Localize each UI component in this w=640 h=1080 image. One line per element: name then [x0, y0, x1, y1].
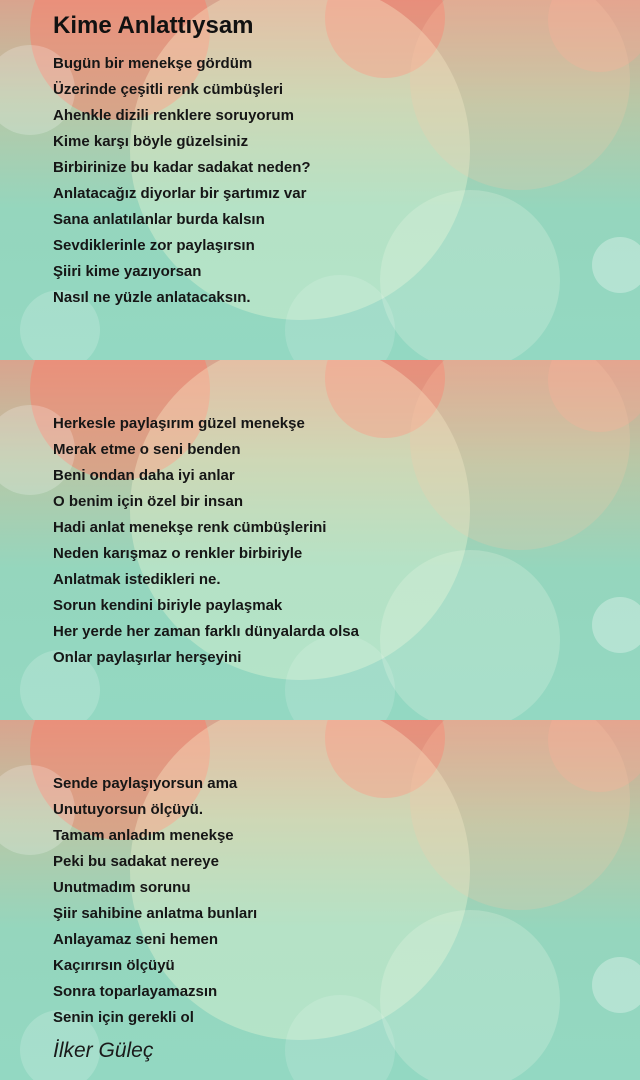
poem-line: O benim için özel bir insan: [53, 493, 244, 510]
poem-line: Anlatacağız diyorlar bir şartımız var: [53, 185, 307, 202]
bokeh-circle: [380, 910, 560, 1080]
poem-line: Şiir sahibine anlatma bunları: [53, 905, 258, 922]
poem-title: Kime Anlattıysam: [53, 12, 254, 39]
bokeh-circle: [380, 550, 560, 720]
bokeh-circle: [592, 237, 640, 293]
poem-line: Peki bu sadakat nereye: [53, 853, 219, 870]
poem-line: Her yerde her zaman farklı dünyalarda olsa: [53, 623, 359, 640]
poem-line: Senin için gerekli ol: [53, 1009, 194, 1026]
poem-line: Hadi anlat menekşe renk cümbüşlerini: [53, 519, 327, 536]
poem-author: İlker Güleç: [53, 1039, 154, 1062]
poem-line: Sende paylaşıyorsun ama: [53, 775, 238, 792]
poem-line: Herkesle paylaşırım güzel menekşe: [53, 415, 305, 432]
poem-line: Beni ondan daha iyi anlar: [53, 467, 235, 484]
poem-line: Kime karşı böyle güzelsiniz: [53, 133, 249, 150]
poem-line: Merak etme o seni benden: [53, 441, 241, 458]
poem-line: Unutmadım sorunu: [53, 879, 191, 896]
poem-line: Onlar paylaşırlar herşeyini: [53, 649, 242, 666]
poem-line: Bugün bir menekşe gördüm: [53, 55, 253, 72]
bokeh-circle: [380, 190, 560, 360]
stanza-3: [53, 774, 257, 1034]
poem-line: Şiiri kime yazıyorsan: [53, 263, 202, 280]
poem-line: Kaçırırsın ölçüyü: [53, 957, 175, 974]
poem-line: Sana anlatılanlar burda kalsın: [53, 211, 265, 228]
poem-line: Nasıl ne yüzle anlatacaksın.: [53, 289, 251, 306]
poem-line: Tamam anladım menekşe: [53, 827, 234, 844]
poem-line: Unutuyorsun ölçüyü.: [53, 801, 203, 818]
poem-line: Anlatmak istedikleri ne.: [53, 571, 221, 588]
poem-line: Birbirinize bu kadar sadakat neden?: [53, 159, 311, 176]
poem-line: Sorun kendini biriyle paylaşmak: [53, 597, 283, 614]
poem-line: Sonra toparlayamazsın: [53, 983, 218, 1000]
stanza-1: [53, 54, 311, 314]
bokeh-circle: [592, 597, 640, 653]
poem-line: Neden karışmaz o renkler birbiriyle: [53, 545, 303, 562]
poem-line: Ahenkle dizili renklere soruyorum: [53, 107, 294, 124]
poem-line: Sevdiklerinle zor paylaşırsın: [53, 237, 255, 254]
poem-line: Anlayamaz seni hemen: [53, 931, 219, 948]
poem-line: Üzerinde çeşitli renk cümbüşleri: [53, 81, 284, 98]
bokeh-circle: [592, 957, 640, 1013]
stanza-2: [53, 414, 359, 674]
